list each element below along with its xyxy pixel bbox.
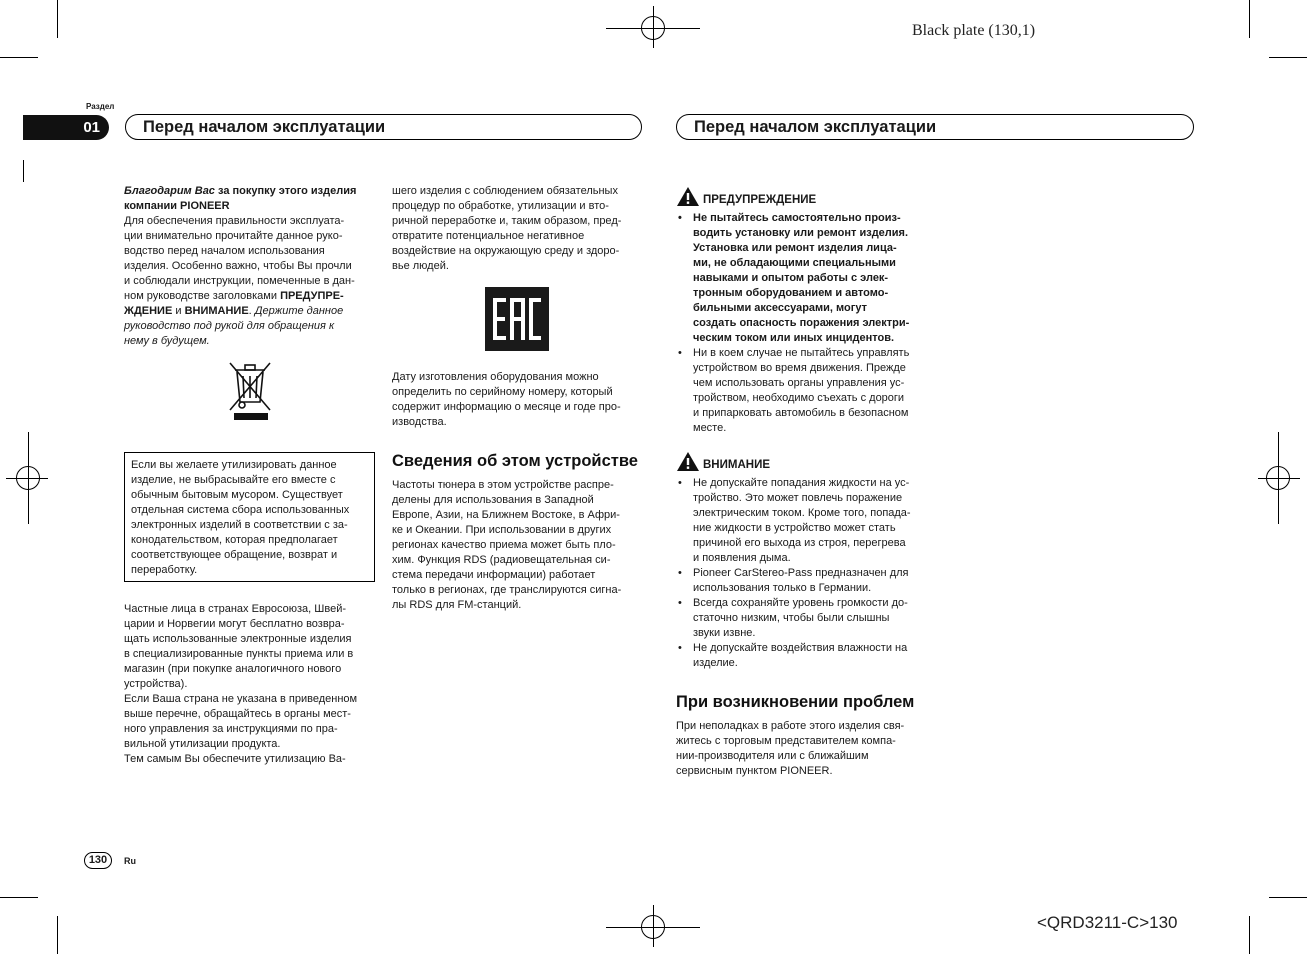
notice-line: отдельная система сбора использованных [131, 504, 350, 516]
intro-line: и соблюдали инструкции, помеченные в дан- [124, 275, 355, 287]
thanks-italic: Благодарим Вас [124, 185, 215, 197]
notice-line: соответствующее обращение, возврат и [131, 549, 338, 561]
page-number: 130 [84, 852, 112, 869]
recycling-line: отвратите потенциальное негативное [392, 230, 585, 242]
disposal-line: Тем самым Вы обеспечите утилизацию Ва- [124, 753, 346, 765]
notice-line: изделие, не выбрасывайте его вместе с [131, 474, 336, 486]
warning-title: ПРЕДУПРЕЖДЕНИЕ [703, 194, 817, 206]
document-code: <QRD3211-C>130 [1037, 913, 1178, 932]
warning-item [676, 211, 931, 346]
about-line: лы RDS для FM-станций. [392, 599, 522, 611]
warning-line: тройством, необходимо съехать с дороги [693, 392, 905, 404]
thanks-line2: компании PIONEER [124, 200, 230, 212]
crop-mark [1269, 57, 1307, 58]
warning-item [676, 346, 931, 436]
banner-right-title: Перед началом эксплуатации [694, 118, 937, 136]
intro-italic-line: нему в будущем. [124, 335, 210, 347]
warning-line: бильными аксессуарами, могут [693, 302, 867, 314]
eac-logo [485, 287, 549, 351]
about-line: только в регионах, где транслируются сигна- [392, 584, 622, 596]
disposal-line: в специализированные пункты приема или в [124, 648, 354, 660]
banner-right [676, 114, 1194, 140]
notice-line: конодательством, которая предполагает [131, 534, 338, 546]
caution-title: ВНИМАНИЕ [703, 459, 771, 471]
intro-text-sep: . [248, 305, 255, 317]
recycling-line: вье людей. [392, 260, 449, 272]
crop-mark [57, 0, 58, 38]
side-tick [23, 160, 24, 182]
intro-text [124, 184, 384, 349]
caution-line: • Не допускайте попадания жидкости на ус- [693, 477, 910, 489]
section-label: Раздел [86, 102, 115, 111]
warning-line: чем использовать органы управления ус- [693, 377, 905, 389]
intro-line: Для обеспечения правильности эксплуата- [124, 215, 345, 227]
crop-mark [57, 916, 58, 954]
caution-line: электрическим током. Кроме того, попада- [693, 507, 911, 519]
banner-left-title: Перед началом эксплуатации [143, 118, 386, 136]
troubleshooting-text [676, 719, 936, 779]
disposal-line: вильной утилизации продукта. [124, 738, 281, 750]
caution-item [676, 641, 931, 671]
recycling-line: ричной переработке и, таким образом, пред- [392, 215, 622, 227]
disposal-text [124, 602, 384, 767]
troubleshooting-heading: При возникновении проблем [676, 693, 915, 711]
caution-line: ние жидкости в устройство может стать [693, 522, 896, 534]
caution-line: тройство. Это может повлечь поражение [693, 492, 903, 504]
recycling-line: процедур по обработке, утилизации и вто- [392, 200, 609, 212]
disposal-line: щать использованные электронные изделия [124, 633, 352, 645]
disposal-line: ного управления за инструкциями по пра- [124, 723, 338, 735]
warning-triangle-icon [676, 186, 700, 207]
disposal-line: Частные лица в странах Евросоюза, Швей- [124, 603, 347, 615]
date-line: содержит информацию о месяце и годе про- [392, 401, 621, 413]
about-line: Европе, Азии, на Ближнем Востоке, в Афри- [392, 509, 620, 521]
intro-line: ции внимательно прочитайте данное руко- [124, 230, 343, 242]
warning-keyword: ПРЕДУПРЕ- [280, 290, 344, 302]
crop-mark [0, 57, 38, 58]
caution-line: использования только в Германии. [693, 582, 872, 594]
warning-line: Установка или ремонт изделия лица- [693, 242, 897, 254]
trouble-line: сервисным пунктом PIONEER. [676, 765, 833, 777]
caution-keyword: ВНИМАНИЕ [184, 305, 249, 317]
warning-line: водить установку или ремонт изделия. [693, 227, 909, 239]
trouble-line: житесь с торговым представителем компа- [676, 735, 896, 747]
about-line: хим. Функция RDS (радиовещательная си- [392, 554, 611, 566]
disposal-line: Если Ваша страна не указана в приведенном [124, 693, 358, 705]
crop-mark [1269, 897, 1307, 898]
trouble-line: нии-производителя или с ближайшим [676, 750, 869, 762]
warning-line: создать опасность поражения электри- [693, 317, 910, 329]
warning-line: навыками и опытом работы с элек- [693, 272, 889, 284]
thanks-rest: за покупку этого изделия [214, 185, 357, 197]
crop-mark [1249, 916, 1250, 954]
recycling-line: воздействие на окружающую среду и здоро- [392, 245, 620, 257]
about-line: ке и Океании. При использовании в других [392, 524, 612, 536]
caution-item [676, 596, 931, 641]
intro-line: изделия. Особенно важно, чтобы Вы прочли [124, 260, 352, 272]
warning-line: • Ни в коем случае не пытайтесь управлять [693, 347, 910, 359]
warning-heading [676, 186, 816, 207]
notice-line: обычным бытовым мусором. Существует [131, 489, 343, 501]
about-line: Частоты тюнера в этом устройстве распре- [392, 479, 614, 491]
banner-left [125, 114, 642, 140]
date-line: изводства. [392, 416, 447, 428]
notice-line: переработку. [131, 564, 198, 576]
intro-line: водство перед началом использования [124, 245, 325, 257]
date-line: Дату изготовления оборудования можно [392, 371, 599, 383]
caution-heading [676, 451, 770, 472]
warning-line: устройством во время движения. Прежде [693, 362, 906, 374]
caution-line: и появления дыма. [693, 552, 791, 564]
plate-label: Black plate (130,1) [912, 22, 1036, 39]
warning-line: месте. [693, 422, 727, 434]
about-line: делены для использования в Западной [392, 494, 594, 506]
about-device-text [392, 478, 652, 613]
warning-keyword: ЖДЕНИЕ [124, 305, 173, 317]
warning-line: ми, не обладающими специальными [693, 257, 896, 269]
about-device-heading: Сведения об этом устройстве [392, 452, 638, 470]
caution-line: • Всегда сохраняйте уровень громкости до- [693, 597, 908, 609]
caution-line: • Pioneer CarStereo-Pass предназначен для [693, 567, 909, 579]
recycling-text [392, 184, 652, 274]
disposal-line: выше перечне, обращайтесь в органы мест- [124, 708, 351, 720]
language-code: Ru [124, 856, 136, 866]
warning-line: и припарковать автомобиль в безопасном [693, 407, 909, 419]
warning-line: • Не пытайтесь самостоятельно произ- [693, 212, 901, 224]
crop-mark [1249, 0, 1250, 38]
disposal-line: устройства). [124, 678, 188, 690]
caution-item [676, 476, 931, 566]
intro-text-conj: и [172, 305, 185, 317]
caution-item [676, 566, 931, 596]
about-line: стема передачи информации) работает [392, 569, 596, 581]
about-line: регионах качество приема может быть пло- [392, 539, 616, 551]
caution-line: • Не допускайте воздействия влажности на [693, 642, 908, 654]
caution-line: изделие. [693, 657, 738, 669]
crop-mark [0, 897, 38, 898]
date-line: определить по серийному номеру, который [392, 386, 613, 398]
section-number: 01 [23, 115, 109, 140]
caution-line: звуки извне. [693, 627, 756, 639]
warning-line: ческим током или иных инцидентов. [693, 332, 895, 344]
disposal-notice-box [124, 452, 375, 582]
trouble-line: При неполадках в работе этого изделия свя- [676, 720, 905, 732]
intro-italic-line: руководство под рукой для обращения к [124, 320, 335, 332]
weee-bin-icon [226, 360, 274, 422]
caution-triangle-icon [676, 451, 700, 472]
warning-line: тронным оборудованием и автомо- [693, 287, 889, 299]
disposal-line: магазин (при покупке аналогичного нового [124, 663, 342, 675]
intro-italic: Держите данное [254, 305, 344, 317]
caution-line: статочно низким, чтобы были слышны [693, 612, 890, 624]
notice-line: электронных изделий в соответствии с за- [131, 519, 348, 531]
notice-line: Если вы желаете утилизировать данное [131, 459, 337, 471]
disposal-line: царии и Норвегии могут бесплатно возвра- [124, 618, 345, 630]
manufacture-date-text [392, 370, 652, 430]
caution-list [676, 476, 931, 671]
warning-list [676, 211, 931, 436]
caution-line: причиной его выхода из строя, перегрева [693, 537, 906, 549]
intro-line: ном руководстве заголовками [124, 290, 281, 302]
recycling-line: шего изделия с соблюдением обязательных [392, 185, 618, 197]
